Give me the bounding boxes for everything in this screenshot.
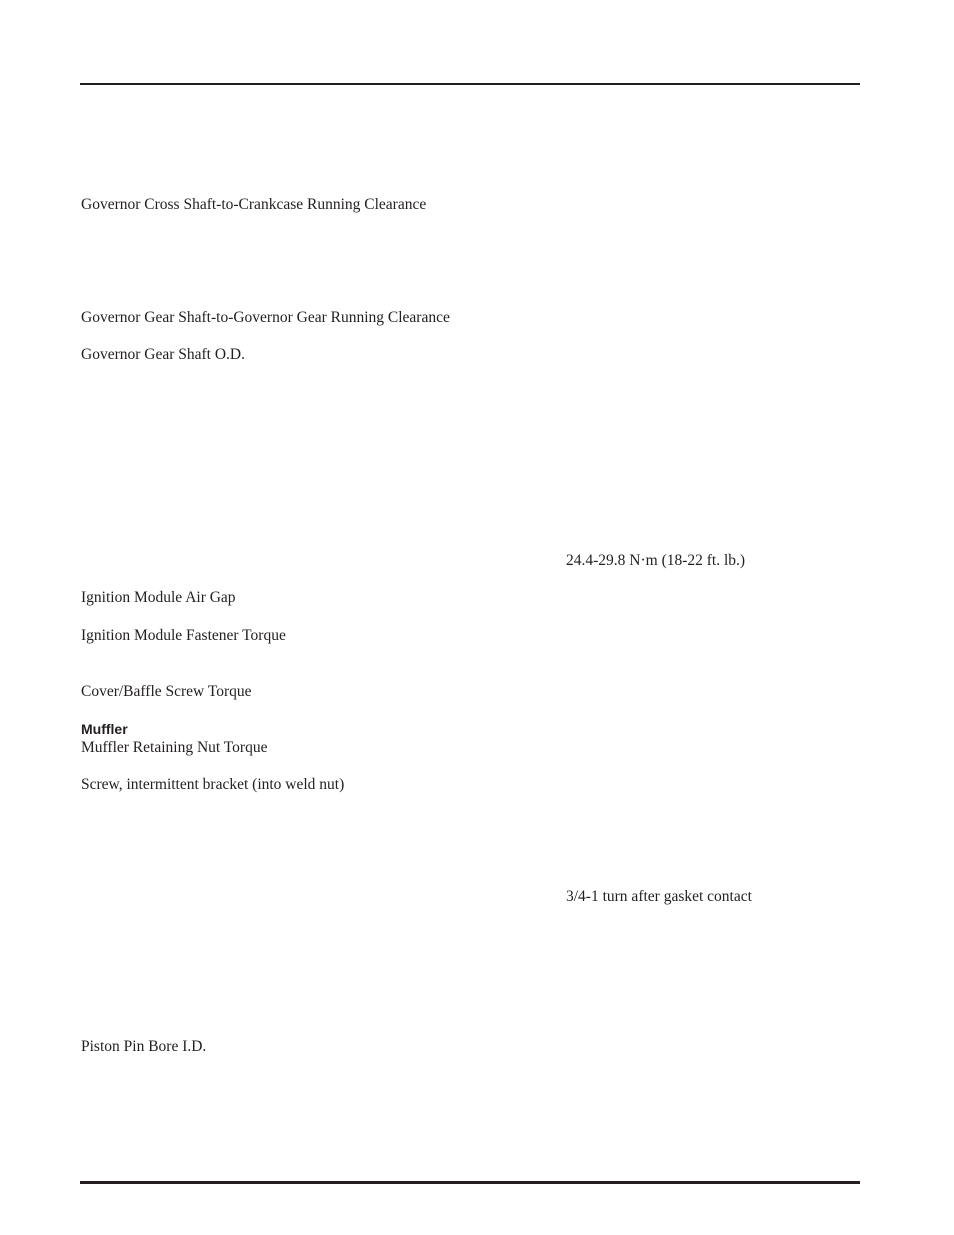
spec-cover-baffle-screw-torque: Cover/Baffle Screw Torque	[81, 683, 252, 700]
footer-rule	[80, 1181, 860, 1184]
spec-governor-cross-shaft-clearance: Governor Cross Shaft-to-Crankcase Running Clearance	[81, 196, 427, 213]
spec-screw-intermittent-bracket: Screw, intermittent bracket (into weld nut)	[81, 776, 345, 793]
spec-governor-gear-shaft-od: Governor Gear Shaft O.D.	[81, 346, 245, 363]
spec-value-gasket-contact: 3/4-1 turn after gasket contact	[566, 888, 752, 905]
spec-governor-gear-shaft-clearance: Governor Gear Shaft-to-Governor Gear Running Clearance	[81, 309, 450, 326]
spec-ignition-module-fastener-torque: Ignition Module Fastener Torque	[81, 627, 286, 644]
section-heading-muffler: Muffler	[81, 721, 128, 737]
header-rule	[80, 83, 860, 85]
spec-piston-pin-bore-id: Piston Pin Bore I.D.	[81, 1038, 207, 1055]
spec-ignition-module-air-gap: Ignition Module Air Gap	[81, 589, 236, 606]
spec-muffler-retaining-nut-torque: Muffler Retaining Nut Torque	[81, 739, 268, 756]
spec-value-torque: 24.4-29.8 N·m (18-22 ft. lb.)	[566, 552, 746, 569]
